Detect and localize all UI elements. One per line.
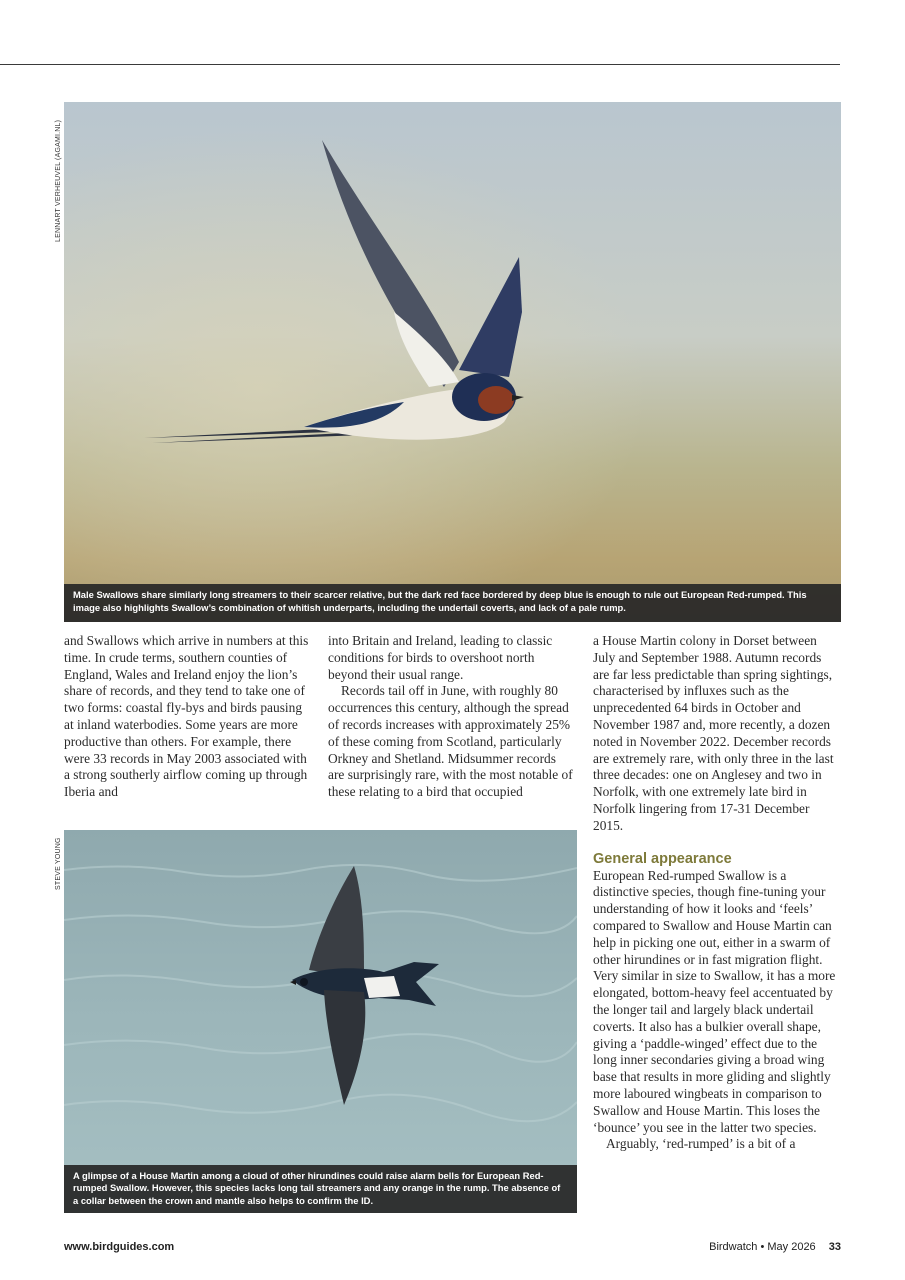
paragraph: European Red-rumped Swallow is a distinctive species, though fine-tuning your understanding of how it looks and ‘feels’ compared to Swallow and House Martin can help in picking one out, either in a swarm of other hirundines or in fast migration flight. Very similar in size to Swallow, it has a more elongated, bottom-heavy feel accentuated by the longer tail and largely black undertail coverts. It also has a bulkier overall shape, giving a ‘paddle-winged’ effect due to the long inner secondaries giving a broad wing base that results in more gliding and slightly more laboured wingbeats in comparison to Swallow and House Martin. This loses the ‘bounce’ you see in the latter two species. (593, 867, 836, 1135)
photo-credit-bottom: STEVE YOUNG (55, 837, 62, 890)
photo-caption-bottom: A glimpse of a House Martin among a cloud of other hirundines could raise alarm bells for European Red-rumped Swallow. However, this species lacks long tail streamers and any orange in the rump. The absence of a collar between the crown and mantle also helps to confirm the ID. (64, 1165, 577, 1214)
text-column-1 (64, 633, 310, 801)
house-martin-image (64, 830, 577, 1213)
paragraph: and Swallows which arrive in numbers at this time. In crude terms, southern counties of England, Wales and Ireland enjoy the lion’s share of records, and they tend to take one of two forms: coastal fly-bys and birds pausing at inland waterbodies. Some years are more productive than others. For example, there were 33 records in May 2003 associated with a strong southerly airflow coming up through Iberia and (64, 633, 309, 800)
footer-website[interactable]: www.birdguides.com (64, 1241, 175, 1253)
footer-magazine: Birdwatch • May 2026 (709, 1241, 816, 1253)
paragraph: Arguably, ‘red-rumped’ is a bit of a (606, 1136, 796, 1152)
section-heading: General appearance (593, 850, 732, 867)
text-column-3 (593, 633, 839, 1153)
photo-caption-top: Male Swallows share similarly long streamers to their scarcer relative, but the dark red face bordered by deep blue is enough to rule out European Red-rumped. This image also highlights Swallow’s combination of whitish underparts, including the undertail coverts, and lack of a pale rump. (64, 584, 841, 622)
top-rule (0, 64, 840, 65)
paragraph: Records tail off in June, with roughly 80 occurrences this century, although the spread of records increases with approximately 25% of these coming from Scotland, particularly Orkney and Shetland. Midsummer records are surprisingly rare, with the most notable of these relating to a bird that occupied (328, 683, 573, 800)
footer-publication (709, 1241, 841, 1253)
text-column-2 (328, 633, 574, 801)
paragraph: into Britain and Ireland, leading to classic conditions for birds to overshoot north beyond their usual range. (328, 633, 553, 682)
page-number: 33 (828, 1241, 841, 1253)
swallow-photo (64, 102, 841, 622)
house-martin-photo (64, 830, 577, 1213)
paragraph: a House Martin colony in Dorset between July and September 1988. Autumn records are far less predictable than spring sightings, characterised by influxes such as the unprecedented 64 birds in October and November 1987 and, more recently, a dozen noted in November 2022. December records are extremely rare, with only three in the last three decades: one on Anglesey and two in Norfolk, with one extremely late bird in Norfolk lingering from 17-31 December 2015. (593, 633, 834, 833)
photo-credit-top: LENNART VERHEUVEL (AGAMI.NL) (55, 119, 62, 242)
swallow-image (64, 102, 841, 622)
